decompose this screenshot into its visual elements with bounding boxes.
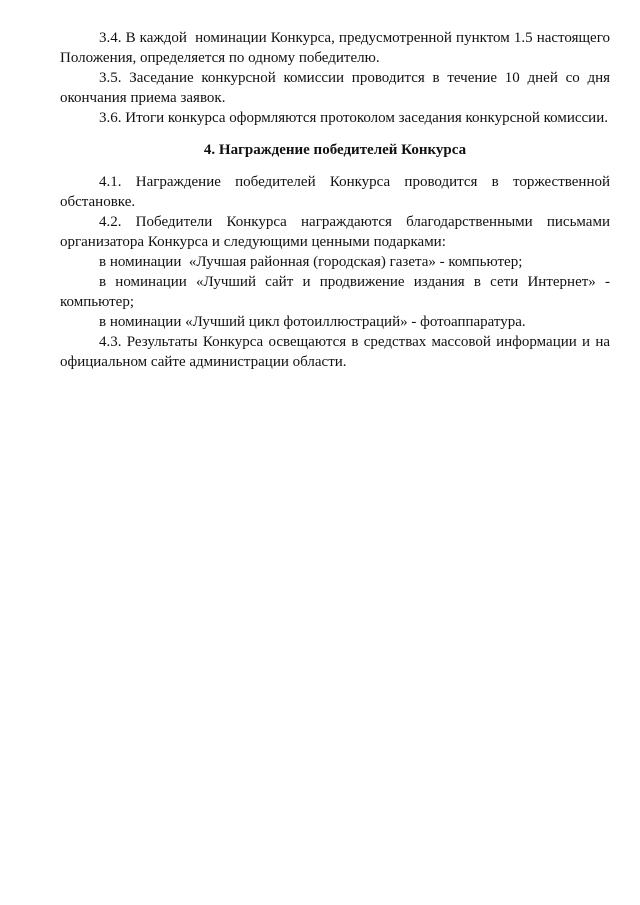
nomination-item-3: в номинации «Лучший цикл фотоиллюстраций» - фотоаппаратура. — [99, 314, 526, 330]
paragraph-3-6: 3.6. Итоги конкурса оформляются протоколом заседания конкурсной комиссии. — [99, 110, 608, 126]
spacer — [60, 128, 610, 140]
paragraph-3-5: 3.5. Заседание конкурсной комиссии проводится в течение 10 дней со дня окончания приема заявок. — [60, 70, 614, 106]
section-heading: 4. Награждение победителей Конкурса — [203, 142, 467, 158]
paragraph-4-1: 4.1. Награждение победителей Конкурса проводится в торжественной обстановке. — [60, 174, 614, 210]
paragraph-4-3: 4.3. Результаты Конкурса освещаются в средствах массовой информации и на официальном сайте администрации области. — [60, 334, 614, 370]
spacer — [60, 160, 610, 172]
document-page — [60, 28, 614, 372]
paragraph-4-2: 4.2. Победители Конкурса награждаются благодарственными письмами организатора Конкурса и следующими ценными подарками: — [60, 214, 614, 250]
nomination-item-2: в номинации «Лучший сайт и продвижение издания в сети Интернет» - компьютер; — [60, 274, 614, 310]
paragraph-3-4: 3.4. В каждой номинации Конкурса, предусмотренной пунктом 1.5 настоящего Положения, определяется по одному победителю. — [60, 30, 614, 66]
nomination-item-1: в номинации «Лучшая районная (городская) газета» - компьютер; — [99, 254, 523, 270]
